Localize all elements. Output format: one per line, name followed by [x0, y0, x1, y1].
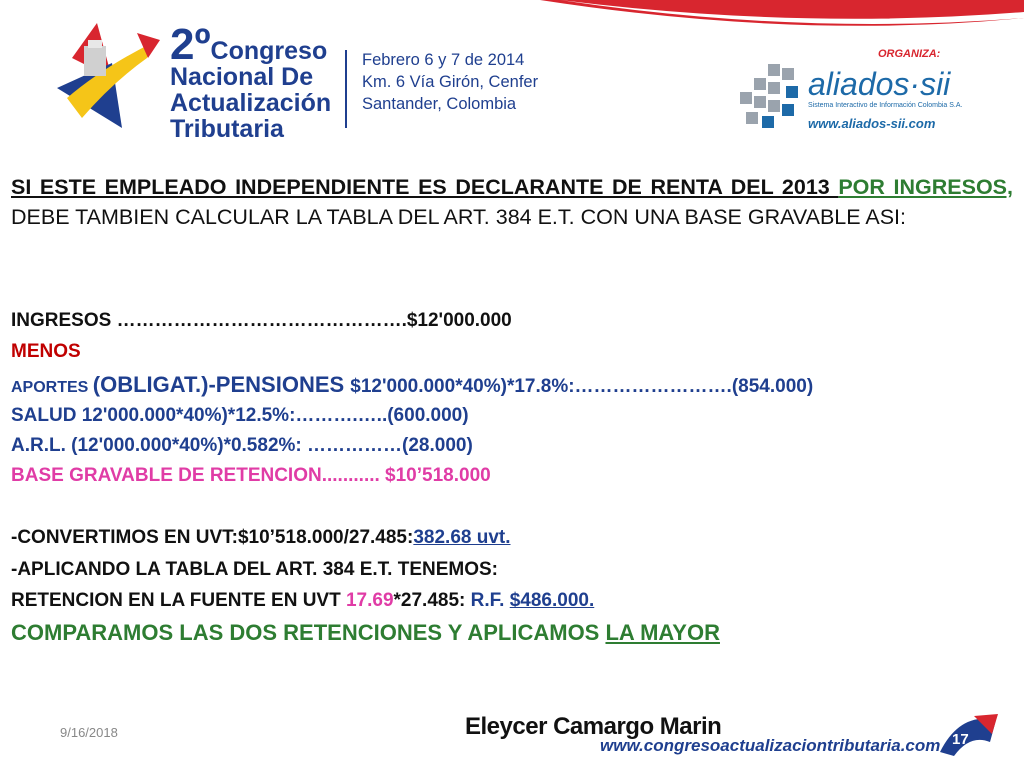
- result-convert-b: 382.68 uvt.: [413, 527, 511, 548]
- result-compare-a: COMPARAMOS LAS DOS RETENCIONES Y APLICAMOS: [11, 620, 606, 645]
- org-subtitle: Sistema Interactivo de Información Colombia S.A.: [808, 102, 963, 109]
- org-website: www.aliados-sii.com: [808, 116, 936, 131]
- congress-line4: Tributaria: [170, 115, 284, 143]
- event-info: [362, 49, 538, 115]
- intro-paragraph: [11, 172, 1013, 232]
- intro-bold: SI ESTE EMPLEADO INDEPENDIENTE ES DECLARANTE DE RENTA DEL 2013: [11, 175, 839, 199]
- footer-website: www.congresoactualizaciontributaria.com: [600, 736, 941, 755]
- slide-number: 17: [952, 731, 969, 748]
- calc-base: BASE GRAVABLE DE RETENCION........... $10’518.000: [11, 465, 491, 486]
- organiza-label: ORGANIZA:: [878, 48, 941, 60]
- org-brand: [808, 66, 950, 103]
- result-ret-d: R.F.: [470, 590, 510, 611]
- intro-rest: DEBE TAMBIEN CALCULAR LA TABLA DEL ART. 384 E.T. CON UNA BASE GRAVABLE ASI:: [11, 205, 906, 229]
- result-compare: [11, 620, 720, 646]
- calc-aportes-c: $12'000.000*40%)*17.8%:…………………….(854.000): [350, 376, 814, 397]
- result-ret-b: 17.69: [345, 590, 394, 611]
- congress-title: [170, 20, 332, 143]
- slide-number-badge: [930, 712, 1000, 760]
- congress-line1: Congreso: [210, 37, 328, 65]
- event-date: Febrero 6 y 7 de 2014: [362, 51, 525, 69]
- org-brand-a: aliados: [808, 66, 910, 102]
- calc-menos: MENOS: [11, 341, 81, 362]
- intro-green: POR INGRESOS,: [838, 175, 1013, 199]
- calc-aportes-a: APORTES: [11, 379, 93, 396]
- congress-line2: Nacional De: [170, 63, 314, 91]
- result-convert-a: -CONVERTIMOS EN UVT:$10’518.000/27.485:: [11, 527, 414, 548]
- congress-line3: Actualización: [170, 89, 332, 117]
- calc-aportes-b: (OBLIGAT.)-PENSIONES: [92, 372, 351, 397]
- footer-author: Eleycer Camargo Marin: [465, 713, 722, 740]
- calc-salud: SALUD 12'000.000*40%)*12.5%:……….…..(600.000): [11, 405, 469, 426]
- result-apply: -APLICANDO LA TABLA DEL ART. 384 E.T. TENEMOS:: [11, 559, 498, 580]
- calc-ingresos: INGRESOS ……………………………………….$12'000.000: [11, 310, 512, 331]
- calc-aportes: [11, 372, 813, 398]
- congress-number: 2º: [170, 20, 211, 69]
- calc-arl: A.R.L. (12'000.000*40%)*0.582%: ……………(28.000): [11, 435, 473, 456]
- result-compare-b: LA MAYOR: [605, 620, 720, 645]
- result-retencion: [11, 590, 594, 612]
- header-divider: [345, 50, 347, 128]
- result-ret-e: $486.000.: [509, 590, 595, 611]
- aliados-cubes-logo-icon: [738, 62, 804, 132]
- footer-date: 9/16/2018: [60, 725, 118, 740]
- org-brand-b: ·sii: [909, 66, 951, 102]
- result-ret-c: *27.485:: [393, 590, 471, 611]
- congress-logo-icon: [52, 18, 162, 138]
- result-ret-a: RETENCION EN LA FUENTE EN UVT: [11, 590, 346, 611]
- result-convert: [11, 527, 511, 549]
- event-place: Km. 6 Vía Girón, Cenfer: [362, 73, 539, 91]
- event-city: Santander, Colombia: [362, 95, 517, 113]
